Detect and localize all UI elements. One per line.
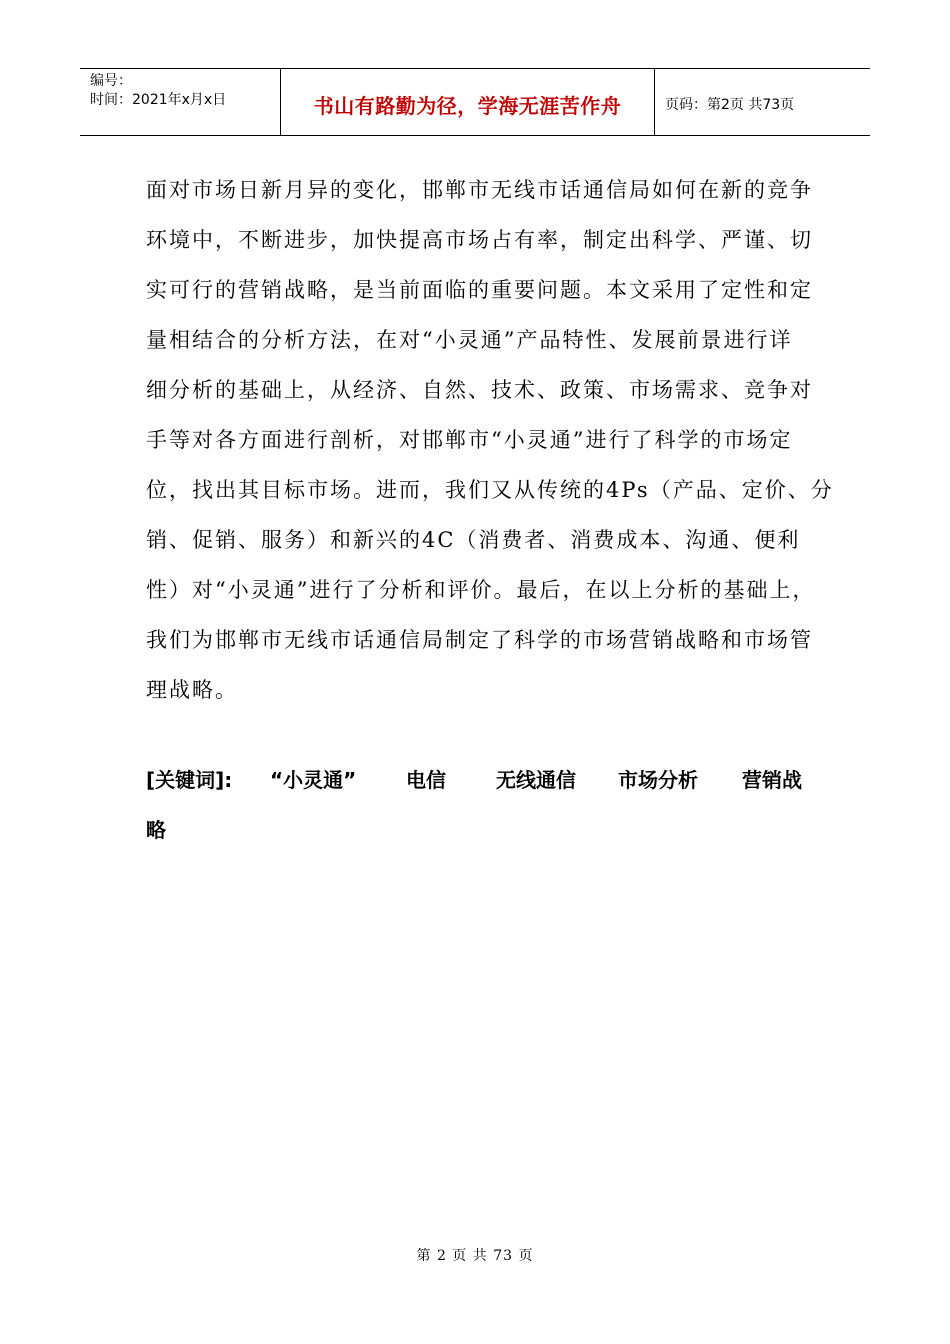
body-line: 理战略。 bbox=[146, 678, 238, 702]
page-header bbox=[80, 68, 870, 136]
header-number-label: 编号： bbox=[90, 73, 132, 89]
keyword-item: 无线通信 bbox=[496, 768, 576, 792]
abstract-body bbox=[146, 165, 834, 715]
keywords-row bbox=[146, 755, 818, 805]
body-line: 实可行的营销战略，是当前面临的重要问题。本文采用了定性和定 bbox=[146, 278, 813, 302]
body-line: 面对市场日新月异的变化，邯郸市无线市话通信局如何在新的竞争 bbox=[146, 178, 813, 202]
body-line: 量相结合的分析方法，在对“小灵通”产品特性、发展前景进行详 bbox=[146, 328, 793, 352]
body-line: 位，找出其目标市场。进而，我们又从传统的4Ps（产品、定价、分 bbox=[146, 478, 834, 502]
header-motto: 书山有路勤为径，学海无涯苦作舟 bbox=[281, 69, 655, 135]
header-page-info: 页码：第2页 共73页 bbox=[665, 97, 795, 113]
keyword-item: 市场分析 bbox=[618, 768, 698, 792]
body-line: 销、促销、服务）和新兴的4C（消费者、消费成本、沟通、便利 bbox=[146, 528, 801, 552]
keywords-row-continued bbox=[146, 805, 818, 855]
keyword-continuation: 略 bbox=[146, 818, 166, 842]
body-line: 性）对“小灵通”进行了分析和评价。最后，在以上分析的基础上， bbox=[146, 578, 816, 602]
keyword-item: 营销战 bbox=[742, 768, 802, 792]
body-line: 手等对各方面进行剖析，对邯郸市“小灵通”进行了科学的市场定 bbox=[146, 428, 793, 452]
body-line: 我们为邯郸市无线市话通信局制定了科学的市场营销战略和市场管 bbox=[146, 628, 813, 652]
keywords-label: [关键词]: bbox=[146, 768, 233, 792]
header-time-label: 时间：2021年x月x日 bbox=[90, 92, 227, 108]
keyword-item: “小灵通” bbox=[270, 768, 357, 792]
page-footer: 第 2 页 共 73 页 bbox=[416, 1248, 534, 1264]
keyword-item: 电信 bbox=[406, 768, 446, 792]
body-line: 环境中，不断进步，加快提高市场占有率，制定出科学、严谨、切 bbox=[146, 228, 813, 252]
body-line: 细分析的基础上，从经济、自然、技术、政策、市场需求、竞争对 bbox=[146, 378, 813, 402]
keywords-section bbox=[146, 755, 818, 855]
header-meta bbox=[80, 69, 281, 135]
